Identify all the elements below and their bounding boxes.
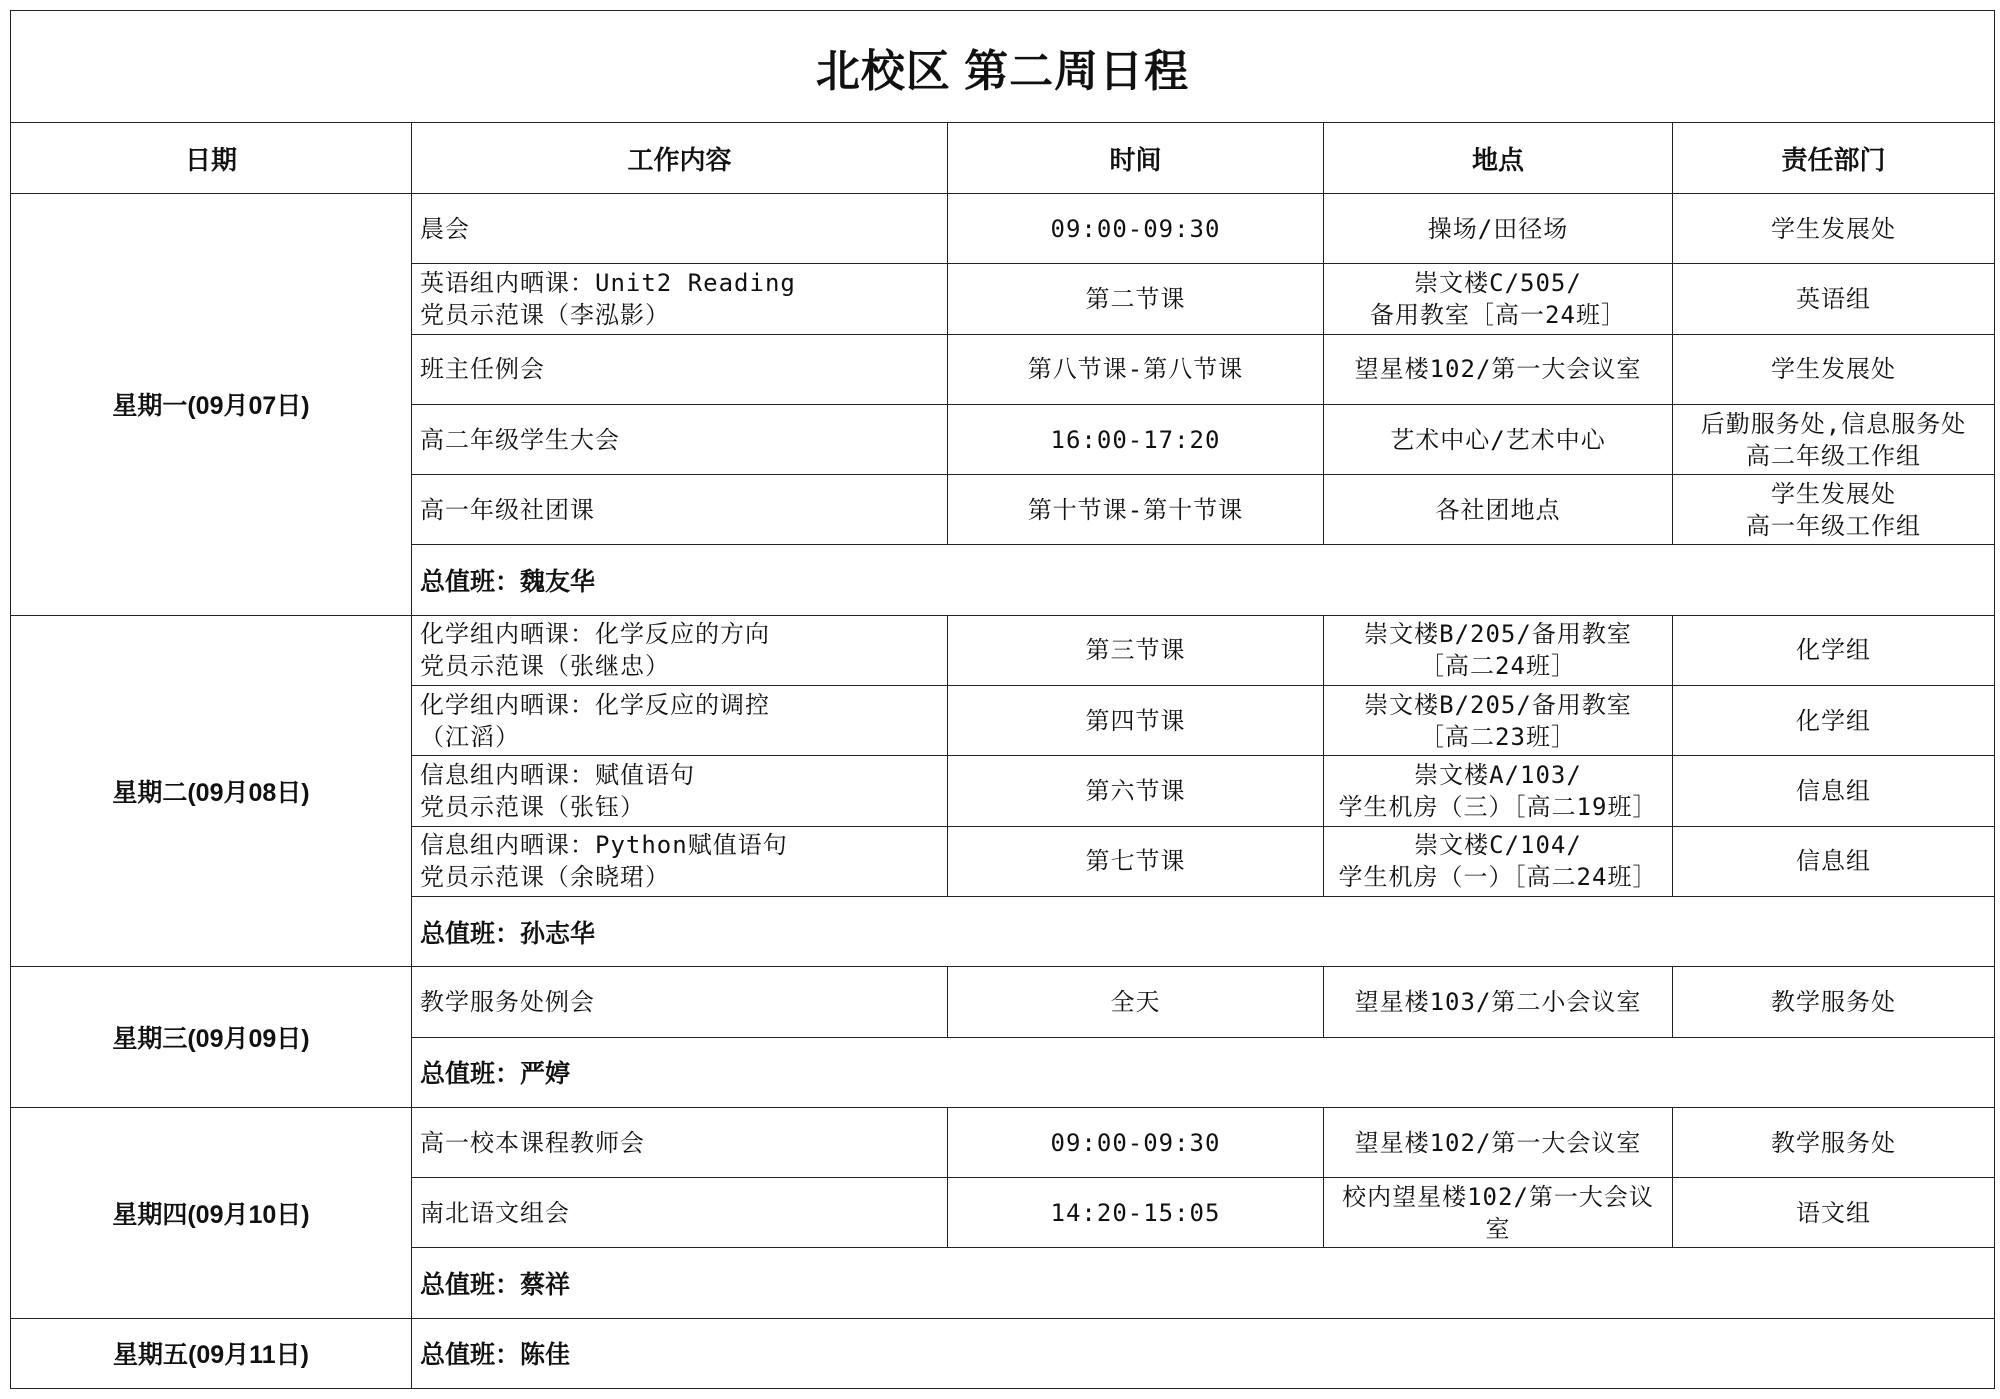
place-line: 崇文楼C/505/ <box>1414 268 1582 297</box>
table-row <box>11 194 1995 264</box>
content-line: 高一校本课程教师会 <box>420 1128 645 1157</box>
header-dept: 责任部门 <box>1673 123 1995 194</box>
place-cell <box>1324 826 1673 896</box>
place-line: 各社团地点 <box>1435 495 1561 524</box>
place-cell <box>1324 967 1673 1037</box>
time-cell: 第四节课 <box>948 686 1324 756</box>
content-cell <box>412 475 948 545</box>
content-line: 班主任例会 <box>420 355 545 384</box>
content-cell <box>412 756 948 826</box>
content-line: 信息组内晒课：Python赋值语句 <box>420 831 788 860</box>
duty-cell: 总值班：严婷 <box>412 1037 1995 1107</box>
place-line: 望星楼103/第二小会议室 <box>1354 987 1642 1016</box>
content-line: 党员示范课（张钰） <box>420 793 645 822</box>
dept-cell <box>1673 475 1995 545</box>
dept-cell <box>1673 615 1995 685</box>
dept-line: 信息组 <box>1796 777 1871 806</box>
content-line: 高二年级学生大会 <box>420 425 620 454</box>
time-cell: 09:00-09:30 <box>948 1107 1324 1177</box>
duty-cell: 总值班：魏友华 <box>412 545 1995 615</box>
place-cell <box>1324 475 1673 545</box>
dept-cell <box>1673 1107 1995 1177</box>
header-time: 时间 <box>948 123 1324 194</box>
dept-line: 高二年级工作组 <box>1746 441 1921 470</box>
dept-cell <box>1673 264 1995 334</box>
place-cell <box>1324 1178 1673 1248</box>
dept-line: 语文组 <box>1796 1198 1871 1227</box>
date-cell-tuesday: 星期二(09月08日) <box>11 615 412 966</box>
content-cell <box>412 264 948 334</box>
time-cell: 全天 <box>948 967 1324 1037</box>
dept-cell <box>1673 334 1995 404</box>
place-cell <box>1324 404 1673 474</box>
place-line: 校内望星楼102/第一大会议 <box>1342 1182 1654 1211</box>
place-line: 备用教室［高一24班］ <box>1370 300 1626 329</box>
time-cell: 14:20-15:05 <box>948 1178 1324 1248</box>
place-line: 望星楼102/第一大会议室 <box>1354 1128 1642 1157</box>
content-line: 南北语文组会 <box>420 1198 570 1227</box>
content-line: 化学组内晒课：化学反应的调控 <box>420 690 770 719</box>
duty-cell: 总值班：陈佳 <box>412 1318 1995 1388</box>
dept-line: 信息组 <box>1796 847 1871 876</box>
content-cell <box>412 686 948 756</box>
place-cell <box>1324 264 1673 334</box>
time-cell: 第三节课 <box>948 615 1324 685</box>
content-line: 教学服务处例会 <box>420 987 595 1016</box>
header-content: 工作内容 <box>412 123 948 194</box>
content-cell <box>412 826 948 896</box>
content-line: 党员示范课（余晓珺） <box>420 863 670 892</box>
duty-row <box>11 1318 1995 1388</box>
time-cell: 第七节课 <box>948 826 1324 896</box>
time-cell: 第八节课-第八节课 <box>948 334 1324 404</box>
dept-line: 学生发展处 <box>1771 214 1896 243</box>
dept-line: 化学组 <box>1796 706 1871 735</box>
header-place: 地点 <box>1324 123 1673 194</box>
place-line: 崇文楼C/104/ <box>1414 831 1582 860</box>
place-line: 艺术中心/艺术中心 <box>1390 425 1606 454</box>
dept-cell <box>1673 967 1995 1037</box>
place-cell <box>1324 686 1673 756</box>
date-cell-wednesday: 星期三(09月09日) <box>11 967 412 1108</box>
content-line: 信息组内晒课：赋值语句 <box>420 761 695 790</box>
content-line: 高一年级社团课 <box>420 495 595 524</box>
content-cell <box>412 967 948 1037</box>
dept-line: 高一年级工作组 <box>1746 511 1921 540</box>
place-line: 崇文楼A/103/ <box>1414 761 1582 790</box>
time-cell: 第六节课 <box>948 756 1324 826</box>
time-cell: 09:00-09:30 <box>948 194 1324 264</box>
place-line: 崇文楼B/205/备用教室 <box>1364 620 1632 649</box>
dept-cell <box>1673 1178 1995 1248</box>
place-cell <box>1324 334 1673 404</box>
content-line: （江滔） <box>420 722 520 751</box>
table-row <box>11 1107 1995 1177</box>
dept-line: 化学组 <box>1796 636 1871 665</box>
place-line: 学生机房（三）［高二19班］ <box>1338 793 1658 822</box>
content-line: 化学组内晒课：化学反应的方向 <box>420 620 770 649</box>
title-row <box>11 11 1995 123</box>
content-cell <box>412 404 948 474</box>
content-line: 党员示范课（张继忠） <box>420 652 670 681</box>
dept-line: 后勤服务处,信息服务处 <box>1700 409 1967 438</box>
place-line: 崇文楼B/205/备用教室 <box>1364 690 1632 719</box>
schedule-table <box>10 10 1995 1389</box>
place-cell <box>1324 1107 1673 1177</box>
date-cell-thursday: 星期四(09月10日) <box>11 1107 412 1318</box>
date-cell-friday: 星期五(09月11日) <box>11 1318 412 1388</box>
place-cell <box>1324 194 1673 264</box>
date-cell-monday: 星期一(09月07日) <box>11 194 412 616</box>
place-cell <box>1324 615 1673 685</box>
place-line: ［高二24班］ <box>1420 652 1576 681</box>
content-cell <box>412 615 948 685</box>
table-row <box>11 615 1995 685</box>
dept-cell <box>1673 194 1995 264</box>
dept-line: 教学服务处 <box>1771 987 1896 1016</box>
dept-line: 教学服务处 <box>1771 1128 1896 1157</box>
content-cell <box>412 334 948 404</box>
dept-cell <box>1673 756 1995 826</box>
place-line: 操场/田径场 <box>1427 214 1569 243</box>
content-cell <box>412 194 948 264</box>
header-row <box>11 123 1995 194</box>
content-cell <box>412 1178 948 1248</box>
time-cell: 第二节课 <box>948 264 1324 334</box>
time-cell: 16:00-17:20 <box>948 404 1324 474</box>
table-row <box>11 967 1995 1037</box>
header-date: 日期 <box>11 123 412 194</box>
place-line: 学生机房（一）［高二24班］ <box>1338 863 1658 892</box>
place-line: 室 <box>1485 1214 1511 1243</box>
time-cell: 第十节课-第十节课 <box>948 475 1324 545</box>
content-line: 英语组内晒课：Unit2 Reading <box>420 268 796 297</box>
content-line: 党员示范课（李泓影） <box>420 300 670 329</box>
schedule-title: 北校区 第二周日程 <box>11 11 1995 123</box>
dept-line: 学生发展处 <box>1771 355 1896 384</box>
dept-line: 学生发展处 <box>1771 479 1896 508</box>
duty-cell: 总值班：蔡祥 <box>412 1248 1995 1318</box>
place-line: 望星楼102/第一大会议室 <box>1354 355 1642 384</box>
place-line: ［高二23班］ <box>1420 722 1576 751</box>
duty-cell: 总值班：孙志华 <box>412 896 1995 966</box>
place-cell <box>1324 756 1673 826</box>
dept-line: 英语组 <box>1796 284 1871 313</box>
dept-cell <box>1673 404 1995 474</box>
dept-cell <box>1673 826 1995 896</box>
content-cell <box>412 1107 948 1177</box>
content-line: 晨会 <box>420 214 470 243</box>
dept-cell <box>1673 686 1995 756</box>
